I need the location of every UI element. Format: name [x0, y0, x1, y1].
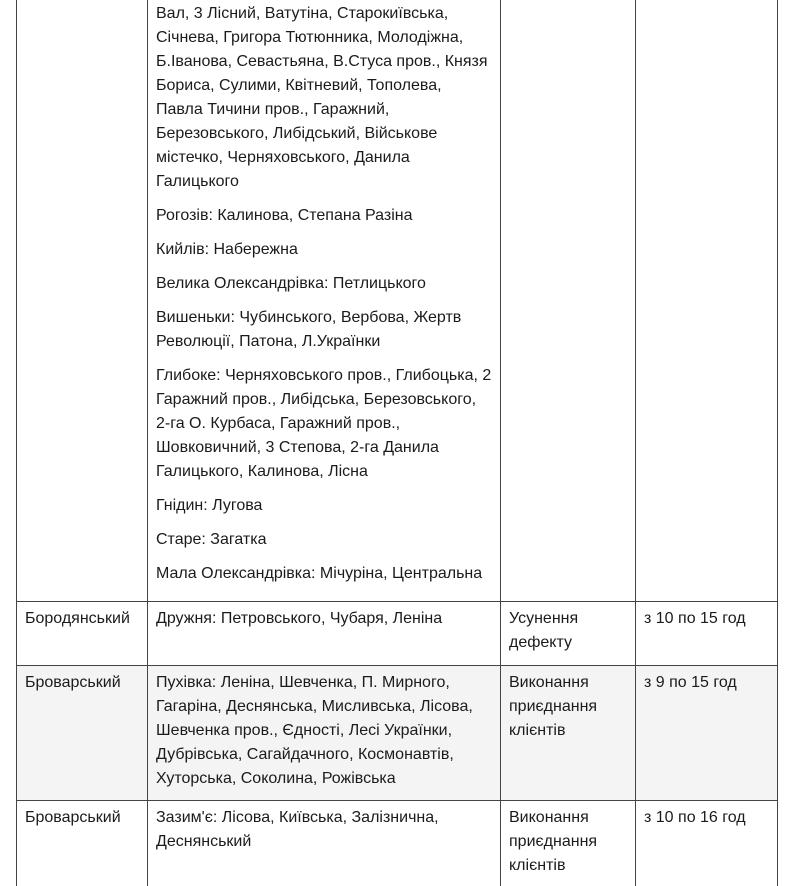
- work-type-cell: Усунення дефекту: [501, 602, 636, 666]
- streets-cell: Дружня: Петровського, Чубаря, Леніна: [148, 602, 501, 666]
- streets-paragraph: Мала Олександрівка: Мічуріна, Центральна: [156, 565, 483, 582]
- work-type-cell: Виконання приєднання клієнтів: [501, 666, 636, 801]
- district-cell: Броварський: [17, 801, 148, 886]
- time-cell: з 10 по 16 год: [636, 801, 778, 886]
- time-cell: з 10 по 15 год: [636, 602, 778, 666]
- streets-cell: [148, 0, 501, 602]
- district-cell: [17, 0, 148, 602]
- district-cell: Броварський: [17, 666, 148, 801]
- streets-paragraph: Вал, 3 Лісний, Ватутіна, Старокиївська, Січнева, Григора Тютюнника, Молодіжна, Б.Іванова, Севастьяна, В.Стуса пров., Князя Бориса, Сулими, Квітневий, Тополева, Павла Тичини пров., Гаражний, Березовського, Либідський, Військове містечко, Черняховського, Данила Галицького: [156, 5, 488, 190]
- streets-paragraph: Велика Олександрівка: Петлицького: [156, 275, 426, 292]
- streets-paragraph: Старе: Загатка: [156, 531, 267, 548]
- table-row-top-partial: [17, 0, 778, 602]
- streets-cell: Зазим'є: Лісова, Київська, Залізнична, Деснянський: [148, 801, 501, 886]
- outages-table: [16, 0, 778, 886]
- streets-paragraph: Гнідин: Лугова: [156, 497, 263, 514]
- streets-paragraph: Кийлів: Набережна: [156, 241, 298, 258]
- time-cell: з 9 по 15 год: [636, 666, 778, 801]
- streets-paragraph: Вишеньки: Чубинського, Вербова, Жертв Революції, Патона, Л.Українки: [156, 309, 462, 350]
- work-type-cell: Виконання приєднання клієнтів: [501, 801, 636, 886]
- table-row: [17, 602, 778, 666]
- streets-cell: Пухівка: Леніна, Шевченка, П. Мирного, Гагаріна, Деснянська, Мисливська, Лісова, Шевченка пров., Єдності, Лесі Українки, Дубрівська, Сагайдачного, Космонавтів, Хуторська, Соколина, Рожівська: [148, 666, 501, 801]
- district-cell: Бородянський: [17, 602, 148, 666]
- table-row: [17, 801, 778, 886]
- time-cell: [636, 0, 778, 602]
- streets-paragraph: Рогозів: Калинова, Степана Разіна: [156, 207, 413, 224]
- work-type-cell: [501, 0, 636, 602]
- table-row: [17, 666, 778, 801]
- streets-paragraph: Глибоке: Черняховського пров., Глибоцька, 2 Гаражний пров., Либідська, Березовського, 2-га О. Курбаса, Гаражний пров., Шовковичний, 3 Степова, 2-га Данила Галицького, Калинова, Лісна: [156, 367, 492, 480]
